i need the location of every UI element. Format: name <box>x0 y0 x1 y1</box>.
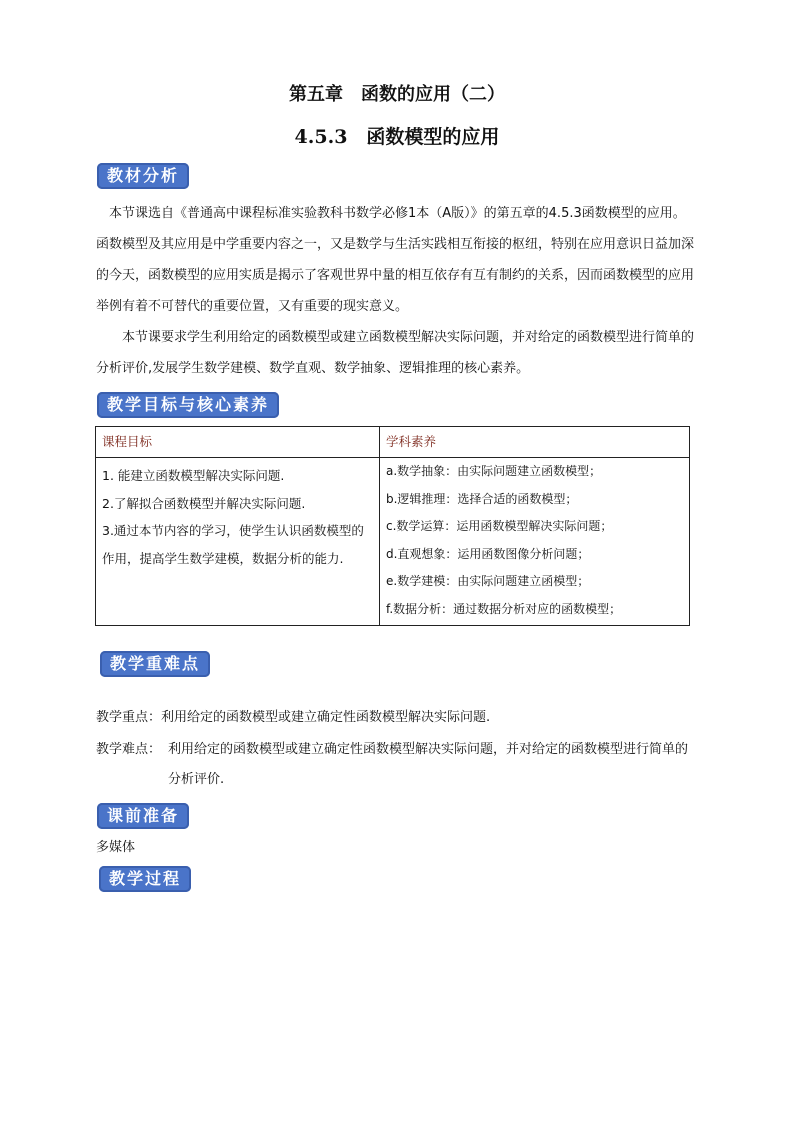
literacy-item: e.数学建模：由实际问题建立函模型； <box>386 574 590 588</box>
literacy-col-header: 学科素养 <box>380 427 690 458</box>
focus-text: 利用给定的函数模型或建立确定性函数模型解决实际问题. <box>161 710 491 725</box>
course-goals-cell <box>96 458 380 626</box>
section-title: 4.5.3 函数模型的应用 <box>294 126 500 148</box>
literacy-cell <box>380 458 690 626</box>
section-tag-keypoints: 教学重难点 <box>100 651 210 677</box>
analysis-paragraph-1: 本节课选自《普通高中课程标准实验教科书数学必修1本（A版）》的第五章的4.5.3函数模型的应用。函数模型及其应用是中学重要内容之一，又是数学与生活实践相互衔接的枢纽，特别在应用意识日益加深的今天，函数模型的应用实质是揭示了客观世界中量的相互依存有互有制约的关系，因而函数模型的应用举例有着不可替代的重要位置，又有重要的现实意义。 <box>96 206 695 314</box>
focus-label: 教学重点： <box>96 710 162 725</box>
prep-text: 多媒体 <box>96 840 136 855</box>
difficulty-label: 教学难点： <box>96 742 162 757</box>
difficulty-text: 利用给定的函数模型或建立确定性函数模型解决实际问题，并对给定的函数模型进行简单的分析评价. <box>168 742 689 787</box>
goals-col-header: 课程目标 <box>96 427 380 458</box>
course-goal-item: 3.通过本节内容的学习，使学生认识函数模型的作用，提高学生数学建模，数据分析的能力. <box>102 523 364 566</box>
focus-row <box>96 704 490 732</box>
analysis-paragraph-2: 本节课要求学生利用给定的函数模型或建立函数模型解决实际问题，并对给定的函数模型进行简单的分析评价,发展学生数学建模、数学直观、数学抽象、逻辑推理的核心素养。 <box>96 330 695 376</box>
section-tag-prep: 课前准备 <box>97 803 189 829</box>
course-goal-item: 1. 能建立函数模型解决实际问题. <box>102 468 285 483</box>
literacy-item: c.数学运算：运用函数模型解决实际问题； <box>386 519 613 533</box>
course-goal-item: 2.了解拟合函数模型并解决实际问题. <box>102 495 306 511</box>
section-tag-analysis: 教材分析 <box>97 163 189 189</box>
goals-table <box>95 426 690 626</box>
literacy-item: d.直观想象：运用函数图像分析问题； <box>386 546 590 561</box>
section-tag-process: 教学过程 <box>99 866 191 892</box>
literacy-item: f.数据分析：通过数据分析对应的函数模型； <box>386 601 622 616</box>
chapter-title: 第五章 函数的应用（二） <box>289 84 505 105</box>
section-tag-goals: 教学目标与核心素养 <box>97 392 279 418</box>
difficulty-row <box>96 735 700 795</box>
literacy-item: a.数学抽象：由实际问题建立函数模型； <box>386 464 602 478</box>
literacy-item: b.逻辑推理：选择合适的函数模型； <box>386 491 578 506</box>
